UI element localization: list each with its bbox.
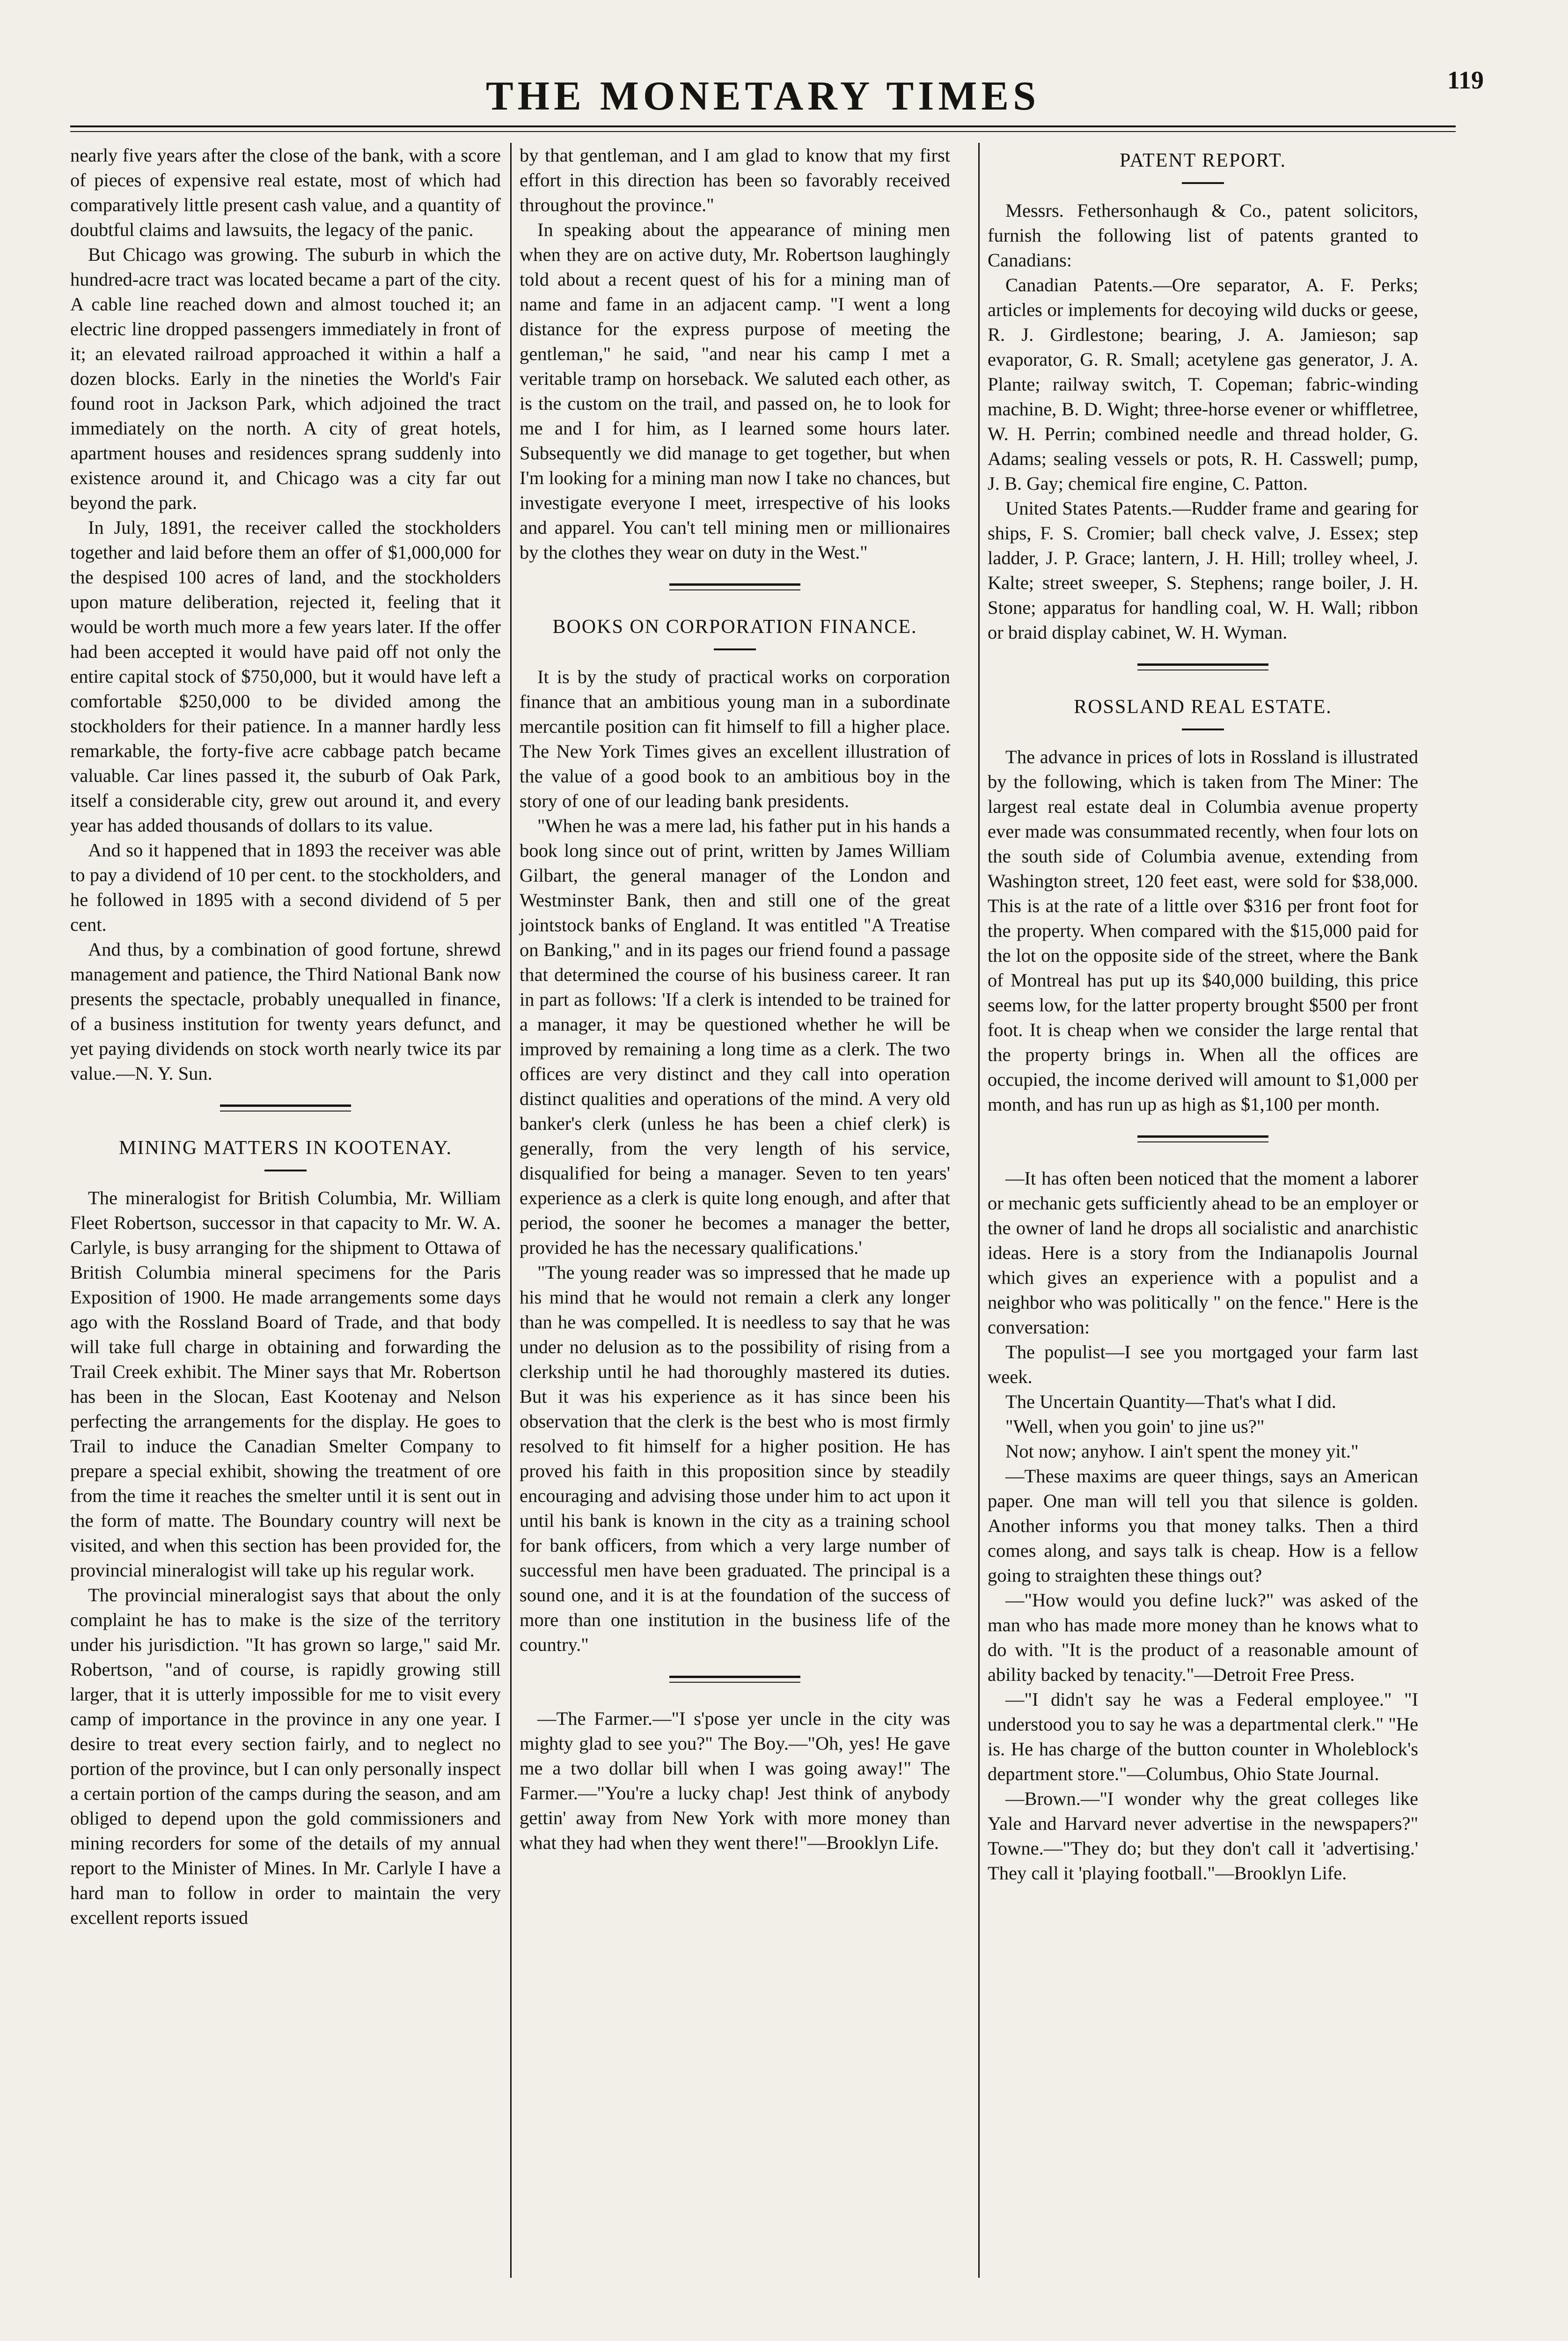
paragraph: And so it happened that in 1893 the receiver was able to pay a dividend of 10 per cent. to the stockholders, and he followed in 1895 with a second dividend of 5 per cent. — [70, 839, 501, 935]
paragraph: —These maxims are queer things, says an American paper. One man will tell you that silence is golden. Another informs you that money talks. Then a third comes along, and says talk is cheap. How is a fellow going to straighten these things out? — [988, 1465, 1418, 1586]
paragraph: —"I didn't say he was a Federal employee." "I understood you to say he was a departmental clerk." "He is. He has charge of the button counter in Wholeblock's department store."—Columbus, Ohio State Journal. — [988, 1689, 1418, 1784]
section-separator — [669, 1676, 800, 1683]
column-divider — [510, 143, 512, 2278]
article-heading-mining: MINING MATTERS IN KOOTENAY. — [118, 1137, 452, 1159]
paragraph: The provincial mineralogist says that about the only complaint he has to make is the size of the territory under his jurisdiction. "It has grown so large," said Mr. Robertson, "and of course, is rapidly growing still larger, that it is utterly impossible for me to visit every camp of importance in the province in any one year. I desire to treat every section fairly, and to neglect no portion of the province, but I can only personally inspect a certain portion of the camps during the season, and am obliged to depend upon the gold commissioners and mining recorders for some of the details of my annual report to the Minister of Mines. In Mr. Carlyle I have a hard man to follow in order to maintain the very excellent reports issued — [70, 1584, 501, 1928]
paragraph: by that gentleman, and I am glad to know that my first effort in this direction has been so favorably received throughout the province." — [520, 145, 950, 215]
paragraph: In speaking about the appearance of mining men when they are on active duty, Mr. Robertson laughingly told about a recent quest of his for a mining man of name and fame in an adjacent camp. "I went a long distance for the express purpose of meeting the gentleman," he said, "and near his camp I met a veritable tramp on horseback. We saluted each other, as is the custom on the trail, and passed on, he to look for me and I for him, as I learned some hours later. Subsequently we did manage to get together, but when I'm looking for a mining man now I take no chances, but investigate everyone I meet, irrespective of his looks and apparel. You can't tell mining men or millionaires by the clothes they wear on duty in the West." — [520, 219, 950, 563]
column-divider — [978, 143, 980, 2278]
paragraph: —It has often been noticed that the moment a laborer or mechanic gets sufficiently ahead to be an employer or the owner of land he drops all socialistic and anarchistic ideas. Here is a story from the Indianapolis Journal which gives an experience with a populist and a neighbor who was politically " on the fence." Here is the conversation: — [988, 1168, 1418, 1338]
paragraph: Not now; anyhow. I ain't spent the money yit." — [1005, 1441, 1359, 1462]
paragraph: Canadian Patents.—Ore separator, A. F. Perks; articles or implements for decoying wild ducks or geese, R. J. Girdlestone; bearing, J. A. Jamieson; sap evaporator, G. R. Small; acetylene gas generator, J. A. Plante; railway switch, T. Copeman; fabric-winding machine, B. D. Wight; three-horse evener or whiffletree, W. H. Perrin; combined needle and thread holder, G. Adams; sealing vessels or pots, R. H. Casswell; pump, J. B. Gay; chemical fire engine, C. Patton. — [988, 274, 1418, 494]
paragraph: "Well, when you goin' to jine us?" — [1005, 1416, 1265, 1437]
section-separator — [220, 1104, 351, 1112]
section-separator — [669, 583, 800, 590]
paragraph: And thus, by a combination of good fortune, shrewd management and patience, the Third National Bank now presents the spectacle, probably unequalled in finance, of a business institution for twenty years defunct, and yet paying dividends on stock worth nearly twice its par value.—N. Y. Sun. — [70, 939, 501, 1084]
paragraph: The Uncertain Quantity—That's what I did. — [1005, 1391, 1336, 1412]
paragraph: United States Patents.—Rudder frame and gearing for ships, F. S. Cromier; ball check valve, J. Essex; step ladder, J. P. Grace; lantern, J. H. Hill; trolley wheel, J. Kalte; street sweeper, S. Stephens; range boiler, J. H. Stone; apparatus for handling coal, W. H. Wall; ribbon or braid display cabinet, W. H. Wyman. — [988, 498, 1418, 643]
paragraph: The mineralogist for British Columbia, Mr. William Fleet Robertson, successor in that capacity to Mr. W. A. Carlyle, is busy arranging for the shipment to Ottawa of British Columbia mineral specimens for the Paris Exposition of 1900. He made arrangements some days ago with the Rossland Board of Trade, and that body will take full charge in obtaining and forwarding the Trail Creek exhibit. The Miner says that Mr. Robertson has been in the Slocan, East Kootenay and Nelson perfecting the arrangements for the display. He goes to Trail to induce the Canadian Smelter Company to prepare a special exhibit, showing the treatment of ore from the time it reaches the smelter until it is sent out in the form of matte. The Boundary country will next be visited, and when this section has been provided for, the provincial mineralogist will take up his regular work. — [70, 1187, 501, 1581]
heading-rule — [714, 648, 756, 650]
paragraph: The advance in prices of lots in Rossland is illustrated by the following, which is taken from The Miner: The largest real estate deal in Columbia avenue property ever made was consummated recently, when four lots on the south side of Columbia avenue, extending from Washington street, 120 feet east, were sold for $38,000. This is at the rate of a little over $316 per front foot for the property. When compared with the $15,000 paid for the lot on the opposite side of the street, where the Bank of Montreal has put up its $40,000 building, this price seems low, for the latter property brought $500 per front foot. It is cheap when we consider the large rental that the property brings in. When all the offices are occupied, the income derived will amount to $1,000 per month, and has run up as high as $1,100 per month. — [988, 746, 1418, 1115]
heading-rule — [1182, 182, 1224, 184]
section-separator — [1137, 663, 1268, 670]
paragraph: It is by the study of practical works on corporation finance that an ambitious young man in a subordinate mercantile position can fit himself to fill a higher place. The New York Times gives an excellent illustration of the value of a good book to an ambitious boy in the story of one of our leading bank presidents. — [520, 666, 950, 811]
newspaper-title: THE MONETARY TIMES — [485, 74, 1040, 119]
paragraph: nearly five years after the close of the bank, with a score of pieces of expensive real estate, most of which had comparatively little present cash value, and a quantity of doubtful claims and lawsuits, the legacy of the panic. — [70, 145, 501, 240]
paragraph: The populist—I see you mortgaged your farm last week. — [988, 1341, 1418, 1387]
paragraph: In July, 1891, the receiver called the stockholders together and laid before them an offer of $1,000,000 for the despised 100 acres of land, and the stockholders upon mature deliberation, rejected it, feeling that it would be worth much more a few years later. If the offer had been accepted it would have paid off not only the entire capital stock of $750,000, but it would have left a comfortable $250,000 to be divided among the stockholders for their patience. In a manner hardly less remarkable, the forty-five acre cabbage patch became valuable. Car lines passed it, the suburb of Oak Park, itself a considerable city, grew out around it, and every year has added thousands of dollars to its value. — [70, 517, 501, 836]
column-1 — [70, 143, 501, 1930]
paragraph: —"How would you define luck?" was asked of the man who has made more money than he knows what to do with. "It is the product of a reasonable amount of ability backed by tenacity."—Detroit Free Press. — [988, 1590, 1418, 1685]
paragraph: Messrs. Fethersonhaugh & Co., patent solicitors, furnish the following list of patents granted to Canadians: — [988, 200, 1418, 271]
article-heading-rossland: ROSSLAND REAL ESTATE. — [1074, 696, 1332, 718]
paragraph: "When he was a mere lad, his father put in his hands a book long since out of print, written by James William Gilbart, the general manager of the London and Westminster Bank, then and still one of the great jointstock banks of England. It was entitled "A Treatise on Banking," and in its pages our friend found a passage that determined the course of his business career. It ran in part as follows: 'If a clerk is intended to be trained for a manager, it may be questioned whether he will be improved by remaining a long time as a clerk. The two offices are very distinct and they call into operation distinct qualities and operations of the mind. A very old banker's clerk (unless he has been a chief clerk) is generally, from the very length of his service, disqualified for being a manager. Seven to ten years' experience as a clerk is quite long enough, and after that period, the sooner he becomes a manager the better, provided he has the necessary qualifications.' — [520, 815, 950, 1258]
paragraph: —Brown.—"I wonder why the great colleges like Yale and Harvard never advertise in the newspapers?" Towne.—"They do; but they don't call it 'advertising.' They call it 'playing football."—Brooklyn Life. — [988, 1788, 1418, 1884]
masthead — [70, 56, 1484, 126]
heading-rule — [1182, 729, 1224, 730]
column-3 — [988, 143, 1418, 1885]
paragraph: "The young reader was so impressed that he made up his mind that he would not remain a clerk any longer than he was compelled. It is needless to say that he was under no delusion as to the possibility of rising from a clerkship until he had thoroughly mastered its duties. But it was his experience as it has since been his observation that the clerk is the best who is most firmly resolved to fit himself for a higher position. He has proved his faith in this proposition since by steadily encouraging and advising those under him to act upon it until his bank is known in the city as a training school for bank officers, from which a very large number of successful men have been graduated. The principal is a sound one, and it is at the foundation of the success of more than one institution in the business life of the country." — [520, 1262, 950, 1655]
paragraph: —The Farmer.—"I s'pose yer uncle in the city was mighty glad to see you?" The Boy.—"Oh, yes! He gave me a two dollar bill when I was going away!" The Farmer.—"You're a lucky chap! Jest think of anybody gettin' away from New York with more money than what they had when they went there!"—Brooklyn Life. — [520, 1708, 950, 1853]
masthead-rule — [70, 125, 1456, 127]
article-heading-patent: PATENT REPORT. — [1119, 150, 1287, 171]
paragraph: But Chicago was growing. The suburb in which the hundred-acre tract was located became a part of the city. A cable line reached down and almost touched it; an electric line dropped passengers immediately in front of it; an elevated railroad approached it within a half a dozen blocks. Early in the nineties the World's Fair found root in Jackson Park, which adjoined the tract immediately on the north. A city of great hotels, apartment houses and residences sprang suddenly into existence around it, and Chicago was a city far out beyond the park. — [70, 244, 501, 513]
page-number: 119 — [1447, 66, 1484, 94]
article-heading-books: BOOKS ON CORPORATION FINANCE. — [552, 616, 917, 638]
section-separator — [1137, 1135, 1268, 1142]
heading-rule — [264, 1170, 307, 1171]
masthead-rule-thin — [70, 131, 1456, 132]
column-2 — [520, 143, 950, 1855]
